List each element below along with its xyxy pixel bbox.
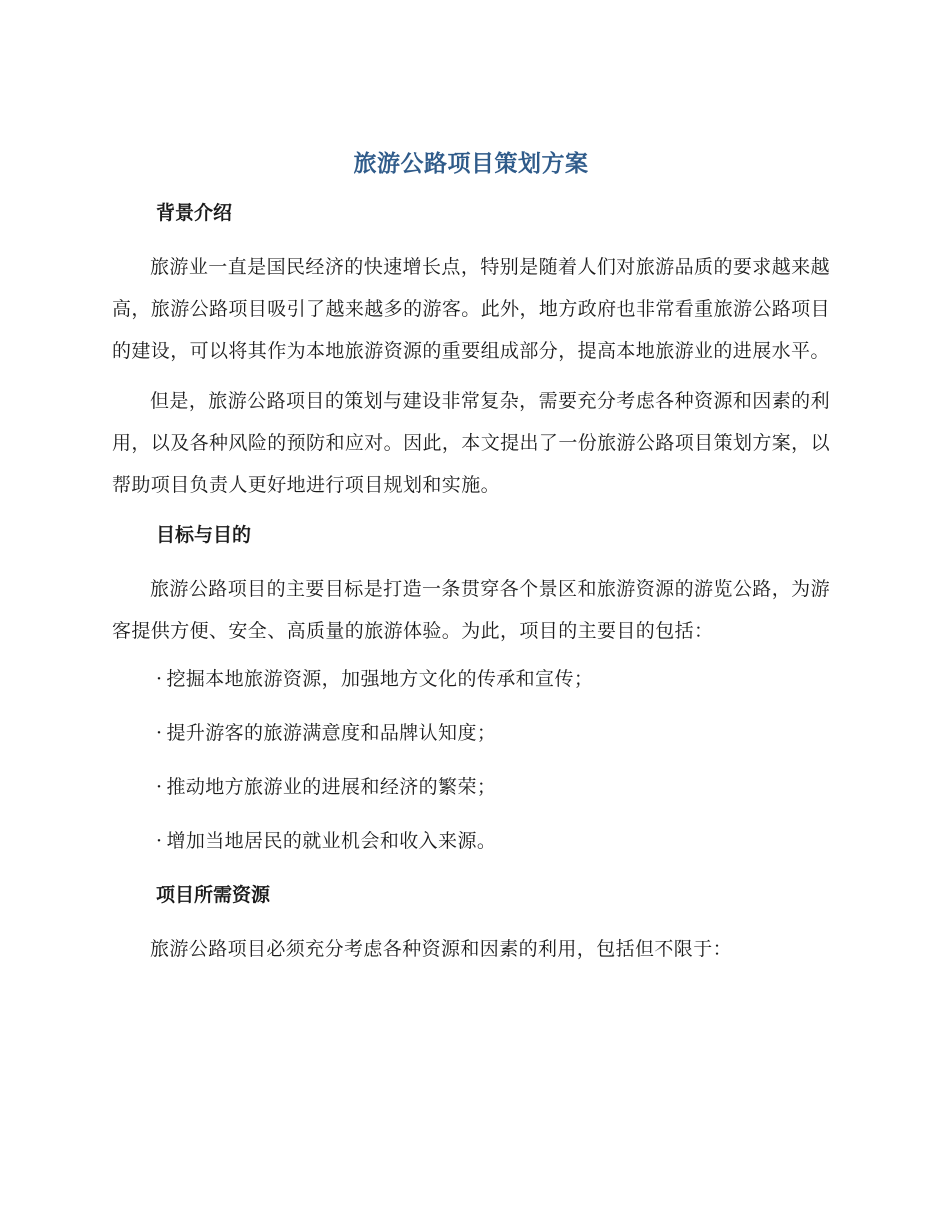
- section-heading-goals: 目标与目的: [156, 524, 252, 546]
- bullet-text: 挖掘本地旅游资源，加强地方文化的传承和宣传；: [166, 668, 594, 690]
- bullet-text: 推动地方旅游业的进展和经济的繁荣；: [166, 776, 497, 798]
- bullet-text: 增加当地居民的就业机会和收入来源。: [166, 830, 497, 852]
- list-item: [112, 772, 830, 802]
- list-item: [112, 718, 830, 748]
- document-title: 旅游公路项目策划方案: [353, 151, 589, 177]
- section-heading-resources: 项目所需资源: [156, 884, 271, 906]
- bullet-dot-icon: ·: [156, 776, 163, 798]
- paragraph-background-2: 但是，旅游公路项目的策划与建设非常复杂，需要充分考虑各种资源和因素的利用，以及各种风险的预防和应对。因此，本文提出了一份旅游公路项目策划方案，以帮助项目负责人更好地进行项目规划和实施。: [112, 390, 830, 496]
- bullet-dot-icon: ·: [156, 722, 163, 744]
- list-item: [112, 826, 830, 856]
- section-heading-background: 背景介绍: [156, 202, 233, 224]
- bullet-dot-icon: ·: [156, 830, 163, 852]
- bullet-text: 提升游客的旅游满意度和品牌认知度；: [166, 722, 497, 744]
- paragraph-resources-1: 旅游公路项目必须充分考虑各种资源和因素的利用，包括但不限于：: [150, 938, 733, 960]
- paragraph-background-1: 旅游业一直是国民经济的快速增长点，特别是随着人们对旅游品质的要求越来越高，旅游公路项目吸引了越来越多的游客。此外，地方政府也非常看重旅游公路项目的建设，可以将其作为本地旅游资源的重要组成部分，提高本地旅游业的进展水平。: [112, 256, 830, 362]
- bullet-dot-icon: ·: [156, 668, 163, 690]
- list-item: [112, 664, 830, 694]
- goals-bullet-list: [112, 664, 830, 856]
- paragraph-goals-1: 旅游公路项目的主要目标是打造一条贯穿各个景区和旅游资源的游览公路，为游客提供方便、安全、高质量的旅游体验。为此，项目的主要目的包括：: [112, 578, 830, 642]
